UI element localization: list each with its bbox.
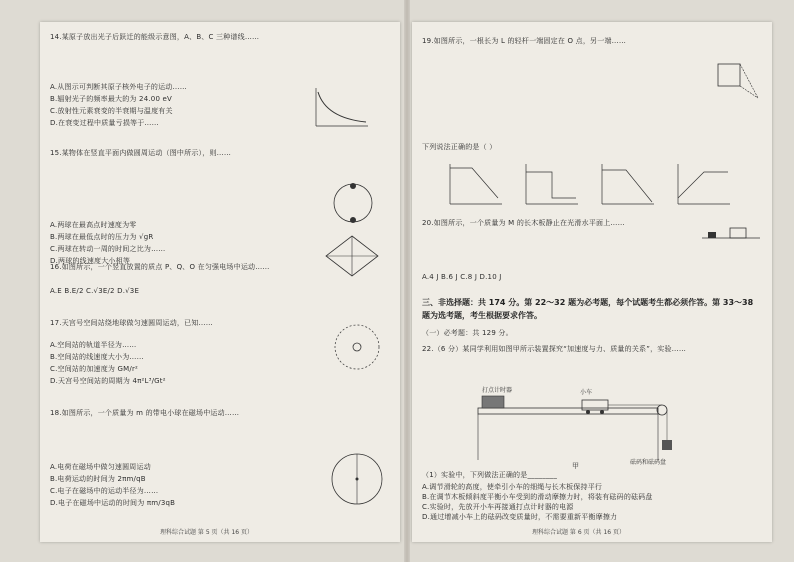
q22-line: 22.（6 分）某同学利用如图甲所示装置探究“加速度与力、质量的关系”，实验…… [422, 345, 687, 353]
q22-line: A.调节滑轮的高度，使牵引小车的细绳与长木板保持平行 [422, 483, 603, 491]
text-line: 17.天宫号空间站绕地球做匀速圆周运动，已知…… [50, 319, 213, 327]
orbit-diagram [332, 322, 382, 372]
text-line: D.两球的线速度大小相等 [50, 257, 131, 265]
text-line: B.空间站的线速度大小为…… [50, 353, 144, 361]
text-line: B.辐射光子的频率最大的为 24.00 eV [50, 95, 173, 103]
right-page [412, 22, 772, 542]
label-timer: 打点计时器 [482, 387, 513, 394]
apparatus-figure [472, 380, 692, 470]
text-line: C.放射性元素衰变的半衰期与温度有关 [50, 107, 173, 115]
text-line: D.在衰变过程中质量亏损等于…… [50, 119, 159, 127]
text-line: A.空间站的轨道半径为…… [50, 341, 137, 349]
label-caption: 甲 [572, 462, 579, 470]
text-line: 下列说法正确的是（ ） [422, 143, 497, 151]
option-graphs [442, 158, 742, 218]
text-line: A.从图示可判断其原子核外电子的运动…… [50, 83, 187, 91]
section-title: 三、非选择题：共 174 分。第 22～32 题为必考题，每个试题考生都必须作答。第 33～38 题为选考题，考生根据要求作答。 [422, 298, 754, 320]
slider-diagram [700, 218, 762, 244]
label-car: 小车 [580, 389, 593, 396]
text-line: A.电荷在磁场中做匀速圆周运动 [50, 463, 151, 471]
text-line: B.两球在最低点时的压力为 √gR [50, 233, 154, 241]
q22-line: B.在调节木板倾斜度平衡小车受到的滑动摩擦力时，将装有砝码的砝码盘 [422, 493, 653, 501]
text-line: 16.如图所示，一个竖直放置的质点 P、Q、O 在匀强电场中运动…… [50, 263, 270, 271]
text-line: A.两球在最高点时速度为零 [50, 221, 137, 229]
q22-line: C.实验时，先放开小车再接通打点计时器的电源 [422, 503, 574, 511]
left-page [40, 22, 400, 542]
text-line: 14.某原子放出光子后跃迁的能级示意图，A、B、C 三种谱线…… [50, 33, 260, 41]
q22-line: （1）实验中，下列做法正确的是________ [422, 471, 558, 479]
text-line: 20.如图所示，一个质量为 M 的长木板静止在光滑水平面上…… [422, 219, 625, 227]
text-line: 15.某物体在竖直平面内做圆周运动（图中所示），则…… [50, 149, 232, 157]
magnetic-field-diagram [328, 450, 386, 508]
text-line: C.两球在转动一周的时间之比为…… [50, 245, 166, 253]
sub-title: （一）必考题：共 129 分。 [422, 329, 513, 337]
text-line: C.空间站的加速度为 GM/r² [50, 365, 139, 373]
frame-diagram [714, 58, 760, 106]
text-line: 18.如图所示，一个质量为 m 的带电小球在磁场中运动…… [50, 409, 240, 417]
left-page-footer: 理科综合试题 第 5 页（共 16 页） [160, 529, 253, 536]
text-line: 19.如图所示，一根长为 L 的轻杆一端固定在 O 点，另一端…… [422, 37, 627, 45]
right-page-footer: 理科综合试题 第 6 页（共 16 页） [532, 529, 625, 536]
text-line: A.E B.E/2 C.√3E/2 D.√3E [50, 287, 140, 295]
text-line: D.电子在磁场中运动的时间为 πm/3qB [50, 499, 176, 507]
text-line: B.电荷运动的时间为 2πm/qB [50, 475, 146, 483]
label-weight: 砝码和砝码盘 [630, 459, 667, 466]
text-line: D.天宫号空间站的周期为 4π²L³/Gt² [50, 377, 166, 385]
text-line: C.电子在磁场中的运动半径为…… [50, 487, 159, 495]
text-line: A.4 J B.6 J C.8 J D.10 J [422, 273, 502, 281]
circle-diagram [330, 180, 376, 226]
rhombus-diagram [322, 232, 382, 282]
decay-graph [310, 84, 370, 132]
page-fold [404, 0, 410, 562]
q22-line: D.通过增减小车上的砝码改变质量时，不需要重新平衡摩擦力 [422, 513, 618, 521]
